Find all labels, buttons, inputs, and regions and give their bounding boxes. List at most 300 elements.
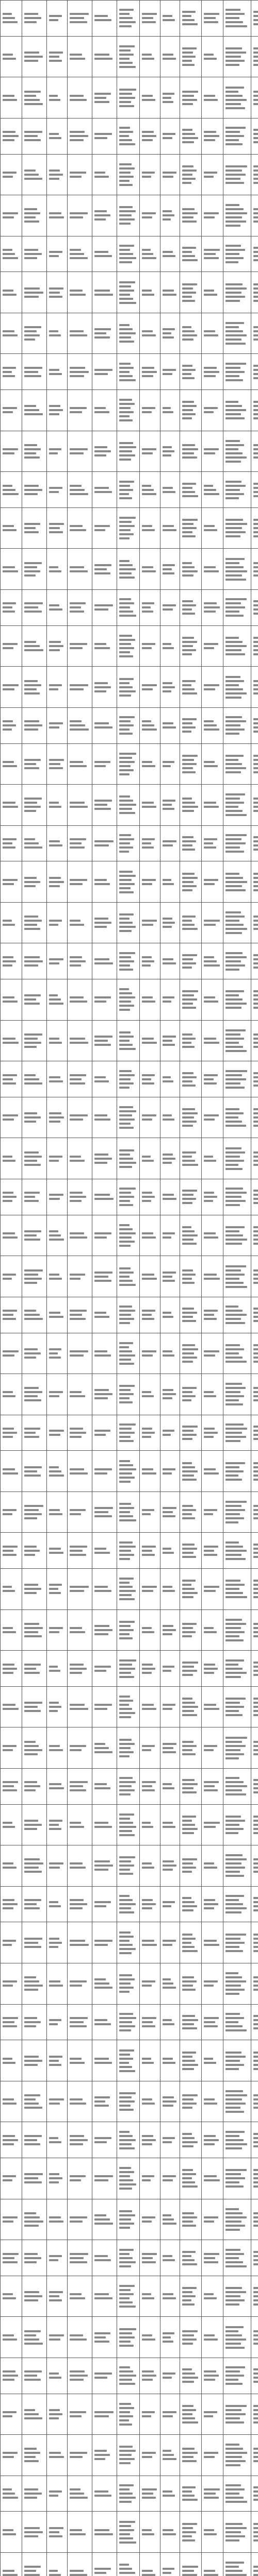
- illegible-text-placeholder: [142, 1781, 156, 1783]
- table-cell: [22, 390, 47, 431]
- illegible-text-placeholder: [24, 1078, 39, 1080]
- illegible-text-placeholder: [94, 1548, 106, 1550]
- illegible-text-placeholder: [119, 773, 130, 775]
- illegible-text-placeholder: [163, 1507, 176, 1509]
- illegible-text-placeholder: [182, 1160, 195, 1162]
- illegible-text-placeholder: [3, 684, 19, 686]
- illegible-text-placeholder: [163, 2023, 174, 2025]
- illegible-text-placeholder: [225, 2185, 244, 2188]
- illegible-text-placeholder: [49, 1475, 64, 1477]
- illegible-text-placeholder: [225, 1584, 245, 1586]
- illegible-text-placeholder: [3, 960, 16, 962]
- table-cell: [92, 743, 117, 785]
- table-cell: [1, 313, 22, 354]
- illegible-text-placeholder: [182, 1125, 193, 1127]
- table-cell: [1, 154, 22, 195]
- illegible-text-placeholder: [49, 2495, 58, 2497]
- illegible-text-placeholder: [204, 1200, 213, 1202]
- table-cell: [47, 2553, 68, 2576]
- illegible-text-placeholder: [225, 1706, 244, 1708]
- table-cell: [223, 272, 251, 313]
- illegible-text-placeholder: [182, 2531, 196, 2533]
- illegible-text-placeholder: [70, 1627, 82, 1629]
- table-cell: [68, 354, 92, 390]
- illegible-text-placeholder: [142, 2456, 152, 2458]
- illegible-text-placeholder: [225, 519, 243, 521]
- table-cell: [160, 354, 180, 390]
- illegible-text-placeholder: [119, 1432, 135, 1434]
- illegible-text-placeholder: [225, 2566, 239, 2568]
- illegible-text-placeholder: [49, 759, 64, 761]
- illegible-text-placeholder: [182, 1938, 196, 1940]
- illegible-text-placeholder: [49, 212, 61, 214]
- illegible-text-placeholder: [119, 2525, 131, 2527]
- illegible-text-placeholder: [163, 568, 172, 570]
- illegible-text-placeholder: [70, 2497, 88, 2499]
- illegible-text-placeholder: [163, 1118, 174, 1121]
- illegible-text-placeholder: [49, 994, 58, 996]
- illegible-text-placeholder: [119, 1397, 130, 1399]
- illegible-text-placeholder: [49, 1194, 63, 1196]
- illegible-text-placeholder: [70, 290, 83, 292]
- illegible-text-placeholder: [225, 566, 244, 568]
- illegible-text-placeholder: [163, 1743, 176, 1745]
- illegible-text-placeholder: [204, 1436, 214, 1438]
- illegible-text-placeholder: [204, 838, 217, 840]
- illegible-text-placeholder: [253, 129, 258, 131]
- illegible-text-placeholder: [163, 2454, 174, 2456]
- illegible-text-placeholder: [182, 2566, 198, 2568]
- table-cell: [68, 2476, 92, 2512]
- illegible-text-placeholder: [225, 1753, 244, 1755]
- illegible-text-placeholder: [49, 1156, 62, 1158]
- illegible-text-placeholder: [119, 1363, 134, 1365]
- illegible-text-placeholder: [163, 2058, 173, 2060]
- illegible-text-placeholder: [70, 2488, 80, 2490]
- table-cell: [140, 2158, 160, 2199]
- illegible-text-placeholder: [253, 259, 258, 261]
- illegible-text-placeholder: [142, 1236, 156, 1239]
- illegible-text-placeholder: [182, 170, 197, 172]
- illegible-text-placeholder: [119, 733, 133, 735]
- illegible-text-placeholder: [225, 2177, 245, 2179]
- illegible-text-placeholder: [163, 726, 176, 728]
- illegible-text-placeholder: [119, 2171, 134, 2173]
- illegible-text-placeholder: [163, 210, 172, 212]
- illegible-text-placeholder: [49, 802, 59, 804]
- illegible-text-placeholder: [163, 1670, 171, 1672]
- illegible-text-placeholder: [253, 1084, 258, 1087]
- illegible-text-placeholder: [119, 1777, 133, 1779]
- illegible-text-placeholder: [24, 1980, 39, 1982]
- illegible-text-placeholder: [94, 2223, 113, 2225]
- illegible-text-placeholder: [49, 15, 62, 17]
- illegible-text-placeholder: [163, 294, 176, 296]
- illegible-text-placeholder: [253, 2295, 258, 2297]
- illegible-text-placeholder: [253, 844, 258, 846]
- illegible-text-placeholder: [204, 1391, 214, 1393]
- illegible-text-placeholder: [182, 19, 195, 21]
- illegible-text-placeholder: [204, 2103, 217, 2105]
- illegible-text-placeholder: [204, 13, 219, 15]
- illegible-text-placeholder: [253, 334, 258, 336]
- illegible-text-placeholder: [225, 1867, 245, 1869]
- illegible-text-placeholder: [204, 566, 216, 568]
- illegible-text-placeholder: [3, 1232, 15, 1234]
- illegible-text-placeholder: [70, 1114, 88, 1116]
- table-cell: [180, 1374, 202, 1415]
- illegible-text-placeholder: [142, 1627, 152, 1629]
- illegible-text-placeholder: [163, 2179, 173, 2181]
- table-cell: [92, 825, 117, 861]
- table-cell: [92, 707, 117, 743]
- illegible-text-placeholder: [204, 1708, 219, 1710]
- illegible-text-placeholder: [94, 2141, 107, 2143]
- table-cell: [223, 118, 251, 154]
- illegible-text-placeholder: [24, 649, 43, 651]
- illegible-text-placeholder: [94, 1751, 112, 1753]
- illegible-text-placeholder: [182, 1976, 194, 1978]
- illegible-text-placeholder: [182, 1007, 196, 1009]
- illegible-text-placeholder: [204, 1546, 218, 1548]
- table-cell: [160, 2394, 180, 2435]
- illegible-text-placeholder: [94, 97, 106, 99]
- illegible-text-placeholder: [3, 1550, 13, 1552]
- illegible-text-placeholder: [225, 371, 245, 373]
- illegible-text-placeholder: [119, 2054, 130, 2056]
- illegible-text-placeholder: [204, 1236, 218, 1239]
- illegible-text-placeholder: [119, 2188, 132, 2190]
- illegible-text-placeholder: [204, 2253, 219, 2255]
- illegible-text-placeholder: [225, 1470, 244, 1472]
- illegible-text-placeholder: [119, 2285, 135, 2287]
- illegible-text-placeholder: [253, 1556, 258, 1558]
- table-cell: [22, 2158, 47, 2199]
- illegible-text-placeholder: [182, 1779, 195, 1781]
- illegible-text-placeholder: [142, 960, 154, 962]
- illegible-text-placeholder: [119, 2332, 132, 2334]
- illegible-text-placeholder: [70, 529, 86, 531]
- illegible-text-placeholder: [225, 1777, 239, 1779]
- illegible-text-placeholder: [253, 401, 258, 403]
- illegible-text-placeholder: [49, 2295, 59, 2297]
- table-cell: [160, 1374, 180, 1415]
- illegible-text-placeholder: [182, 1080, 192, 1082]
- illegible-text-placeholder: [142, 1907, 152, 1909]
- table-cell: [22, 1256, 47, 1297]
- illegible-text-placeholder: [70, 1160, 85, 1162]
- table-cell: [47, 549, 68, 590]
- illegible-text-placeholder: [119, 598, 131, 600]
- illegible-text-placeholder: [24, 1584, 38, 1586]
- illegible-text-placeholder: [253, 1391, 258, 1393]
- illegible-text-placeholder: [225, 956, 247, 958]
- table-cell: [160, 2004, 180, 2040]
- table-cell: [1, 589, 22, 625]
- table-cell: [22, 2476, 47, 2512]
- illegible-text-placeholder: [70, 1436, 82, 1438]
- illegible-text-placeholder: [253, 2531, 258, 2533]
- illegible-text-placeholder: [3, 2135, 15, 2137]
- illegible-text-placeholder: [49, 1513, 62, 1515]
- table-cell: [22, 2240, 47, 2276]
- illegible-text-placeholder: [253, 1871, 258, 1873]
- illegible-text-placeholder: [204, 1314, 214, 1316]
- illegible-text-placeholder: [119, 517, 136, 519]
- illegible-text-placeholder: [70, 2175, 86, 2177]
- table-cell: [251, 979, 258, 1021]
- table-cell: [47, 2004, 68, 2040]
- illegible-text-placeholder: [182, 287, 193, 290]
- illegible-text-placeholder: [94, 1905, 106, 1907]
- table-cell: [47, 1333, 68, 1374]
- illegible-text-placeholder: [204, 1160, 216, 1162]
- illegible-text-placeholder: [119, 459, 131, 461]
- illegible-text-placeholder: [49, 2535, 62, 2537]
- illegible-text-placeholder: [253, 1635, 258, 1637]
- illegible-text-placeholder: [70, 1318, 86, 1320]
- illegible-text-placeholder: [182, 1828, 198, 1830]
- table-row: [1, 1533, 258, 1569]
- table-row: [1, 743, 258, 785]
- illegible-text-placeholder: [3, 802, 15, 804]
- illegible-text-placeholder: [119, 1814, 134, 1816]
- table-cell: [117, 1415, 140, 1451]
- illegible-text-placeholder: [142, 2570, 153, 2572]
- illegible-text-placeholder: [119, 341, 134, 343]
- illegible-text-placeholder: [49, 99, 60, 101]
- illegible-text-placeholder: [225, 1980, 246, 1982]
- table-cell: [68, 667, 92, 708]
- illegible-text-placeholder: [225, 697, 241, 699]
- illegible-text-placeholder: [225, 2464, 240, 2466]
- illegible-text-placeholder: [225, 52, 246, 54]
- table-cell: [92, 118, 117, 154]
- illegible-text-placeholder: [204, 2570, 215, 2572]
- illegible-text-placeholder: [182, 452, 194, 454]
- illegible-text-placeholder: [182, 2299, 191, 2301]
- illegible-text-placeholder: [204, 1042, 219, 1044]
- table-cell: [140, 1061, 160, 1097]
- table-cell: [47, 743, 68, 785]
- illegible-text-placeholder: [70, 1118, 83, 1121]
- illegible-text-placeholder: [94, 525, 110, 527]
- table-cell: [202, 902, 223, 943]
- table-cell: [47, 667, 68, 708]
- table-cell: [251, 2240, 258, 2276]
- illegible-text-placeholder: [3, 2221, 13, 2223]
- illegible-text-placeholder: [253, 1387, 258, 1389]
- table-cell: [160, 1097, 180, 1138]
- table-cell: [22, 1845, 47, 1887]
- illegible-text-placeholder: [253, 2368, 258, 2370]
- illegible-text-placeholder: [49, 1080, 63, 1082]
- illegible-text-placeholder: [182, 91, 198, 93]
- illegible-text-placeholder: [182, 2338, 197, 2341]
- illegible-text-placeholder: [119, 887, 131, 889]
- table-cell: [160, 2435, 180, 2476]
- illegible-text-placeholder: [119, 1204, 133, 1206]
- illegible-text-placeholder: [142, 1310, 155, 1312]
- table-cell: [140, 2122, 160, 2158]
- illegible-text-placeholder: [253, 1007, 258, 1009]
- illegible-text-placeholder: [3, 1391, 13, 1393]
- illegible-text-placeholder: [94, 1272, 112, 1274]
- illegible-text-placeholder: [204, 2297, 217, 2299]
- illegible-text-placeholder: [119, 1280, 133, 1282]
- table-row: [1, 1179, 258, 1215]
- illegible-text-placeholder: [70, 1903, 87, 1905]
- table-cell: [140, 1804, 160, 1845]
- table-cell: [68, 2004, 92, 2040]
- illegible-text-placeholder: [24, 1395, 38, 1397]
- table-cell: [202, 667, 223, 708]
- table-cell: [223, 2199, 251, 2240]
- illegible-text-placeholder: [182, 928, 198, 930]
- illegible-text-placeholder: [70, 216, 83, 218]
- illegible-text-placeholder: [204, 1590, 216, 1592]
- illegible-text-placeholder: [182, 1824, 195, 1826]
- illegible-text-placeholder: [3, 2179, 12, 2181]
- illegible-text-placeholder: [163, 1666, 174, 1668]
- illegible-text-placeholder: [3, 54, 13, 56]
- illegible-text-placeholder: [119, 105, 134, 107]
- illegible-text-placeholder: [225, 245, 241, 247]
- illegible-text-placeholder: [253, 1308, 258, 1310]
- table-cell: [202, 1374, 223, 1415]
- illegible-text-placeholder: [24, 208, 37, 210]
- illegible-text-placeholder: [119, 379, 136, 381]
- illegible-text-placeholder: [24, 964, 38, 967]
- illegible-text-placeholder: [24, 1985, 43, 1987]
- table-row: [1, 77, 258, 118]
- illegible-text-placeholder: [94, 1743, 105, 1745]
- illegible-text-placeholder: [119, 261, 132, 263]
- table-cell: [180, 785, 202, 826]
- illegible-text-placeholder: [225, 1188, 243, 1190]
- table-cell: [1, 1256, 22, 1297]
- table-cell: [202, 2394, 223, 2435]
- table-cell: [202, 1415, 223, 1451]
- illegible-text-placeholder: [225, 1635, 239, 1637]
- illegible-text-placeholder: [253, 1239, 258, 1241]
- illegible-text-placeholder: [24, 52, 39, 54]
- illegible-text-placeholder: [70, 2098, 83, 2100]
- table-cell: [251, 707, 258, 743]
- table-cell: [22, 2317, 47, 2358]
- illegible-text-placeholder: [204, 1078, 214, 1080]
- illegible-text-placeholder: [49, 806, 61, 808]
- table-cell: [140, 195, 160, 236]
- illegible-text-placeholder: [253, 1552, 258, 1554]
- table-cell: [117, 1963, 140, 2005]
- illegible-text-placeholder: [24, 2330, 41, 2332]
- table-cell: [180, 1651, 202, 1687]
- illegible-text-placeholder: [119, 2403, 131, 2405]
- illegible-text-placeholder: [94, 1586, 108, 1588]
- illegible-text-placeholder: [182, 2064, 198, 2066]
- illegible-text-placeholder: [225, 641, 243, 643]
- illegible-text-placeholder: [142, 1274, 154, 1276]
- illegible-text-placeholder: [163, 682, 172, 684]
- illegible-text-placeholder: [70, 2179, 81, 2181]
- illegible-text-placeholder: [3, 290, 13, 292]
- table-row: [1, 2199, 258, 2240]
- illegible-text-placeholder: [24, 1745, 39, 1747]
- illegible-text-placeholder: [182, 1698, 192, 1700]
- table-cell: [117, 236, 140, 272]
- illegible-text-placeholder: [182, 1710, 194, 1712]
- illegible-text-placeholder: [119, 964, 130, 967]
- illegible-text-placeholder: [24, 842, 39, 844]
- illegible-text-placeholder: [253, 1824, 258, 1826]
- table-cell: [1, 1533, 22, 1569]
- illegible-text-placeholder: [253, 1352, 258, 1354]
- illegible-text-placeholder: [225, 1950, 243, 1952]
- illegible-text-placeholder: [163, 411, 173, 413]
- illegible-text-placeholder: [24, 1668, 36, 1670]
- illegible-text-placeholder: [204, 1232, 216, 1234]
- illegible-text-placeholder: [119, 1284, 136, 1286]
- illegible-text-placeholder: [70, 1749, 82, 1751]
- illegible-text-placeholder: [253, 1164, 258, 1166]
- illegible-text-placeholder: [204, 17, 216, 19]
- illegible-text-placeholder: [3, 1822, 12, 1824]
- illegible-text-placeholder: [119, 635, 132, 637]
- illegible-text-placeholder: [253, 165, 258, 167]
- table-cell: [140, 1569, 160, 1610]
- illegible-text-placeholder: [119, 332, 136, 334]
- illegible-text-placeholder: [225, 881, 247, 883]
- illegible-text-placeholder: [253, 283, 258, 285]
- illegible-text-placeholder: [204, 2415, 213, 2417]
- illegible-text-placeholder: [24, 562, 42, 564]
- table-cell: [140, 1374, 160, 1415]
- illegible-text-placeholder: [204, 570, 219, 572]
- illegible-text-placeholder: [182, 405, 197, 407]
- illegible-text-placeholder: [225, 2295, 240, 2297]
- illegible-text-placeholder: [119, 375, 133, 377]
- illegible-text-placeholder: [3, 2415, 12, 2417]
- illegible-text-placeholder: [119, 1936, 134, 1938]
- illegible-text-placeholder: [225, 2460, 246, 2462]
- illegible-text-placeholder: [119, 2568, 132, 2570]
- illegible-text-placeholder: [119, 285, 131, 287]
- illegible-text-placeholder: [3, 720, 13, 722]
- table-cell: [180, 902, 202, 943]
- table-cell: [1, 1804, 22, 1845]
- table-cell: [251, 236, 258, 272]
- illegible-text-placeholder: [119, 1818, 130, 1820]
- table-cell: [22, 1061, 47, 1097]
- illegible-text-placeholder: [3, 1278, 12, 1280]
- table-cell: [22, 2435, 47, 2476]
- illegible-text-placeholder: [225, 1627, 241, 1629]
- table-cell: [1, 2004, 22, 2040]
- table-cell: [68, 902, 92, 943]
- illegible-text-placeholder: [204, 996, 215, 998]
- illegible-text-placeholder: [182, 1312, 197, 1314]
- illegible-text-placeholder: [70, 1867, 86, 1869]
- illegible-text-placeholder: [24, 1112, 37, 1114]
- table-cell: [140, 272, 160, 313]
- illegible-text-placeholder: [182, 527, 197, 529]
- table-cell: [117, 1333, 140, 1374]
- table-cell: [1, 2476, 22, 2512]
- illegible-text-placeholder: [3, 2025, 17, 2027]
- illegible-text-placeholder: [94, 487, 109, 489]
- illegible-text-placeholder: [49, 405, 60, 407]
